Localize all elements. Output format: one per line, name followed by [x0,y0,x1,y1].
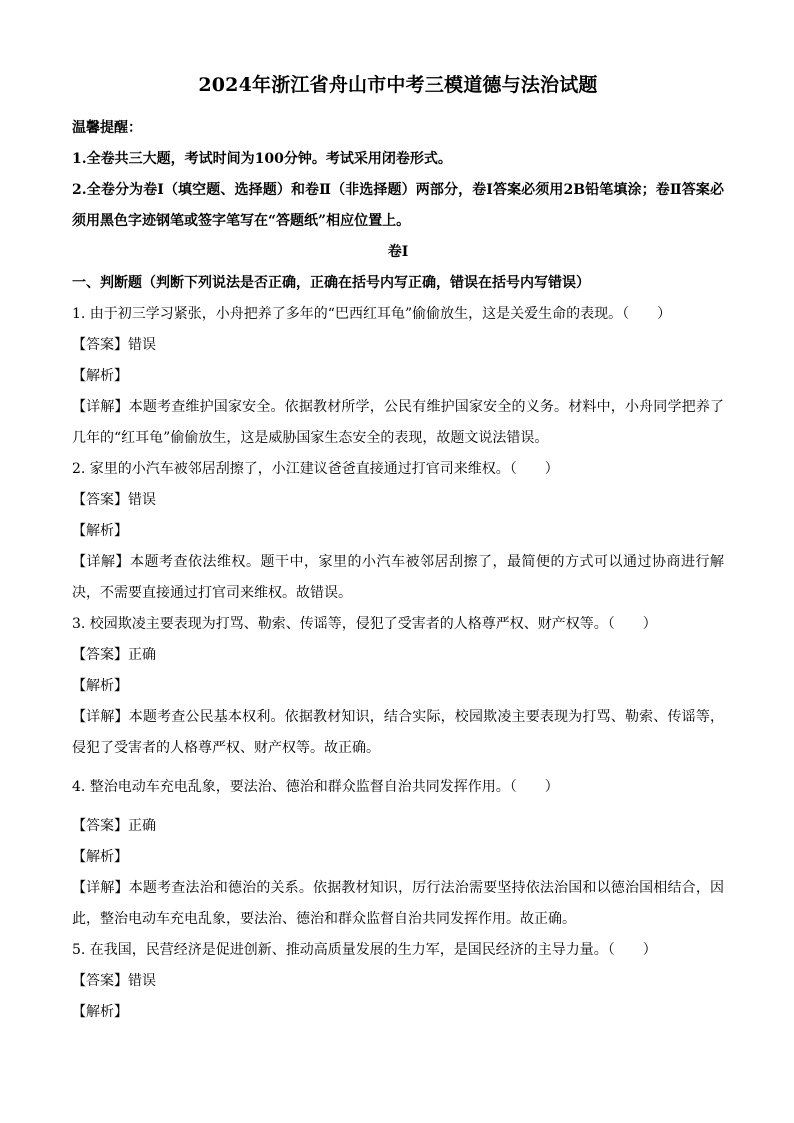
detail-label: 【详解】 [72,399,129,415]
answer-value: 错误 [128,492,156,508]
answer-line [72,811,724,842]
analysis-label: 【解析】 [72,523,128,539]
detail-text: 本题考查依法维权。题干中，家里的小汽车被邻居刮擦了，最简便的方式可以通过协商进行解决，不需要直接通过打官司来维权。故错误。 [72,554,724,601]
question-text: 1. 由于初三学习紧张，小舟把养了多年的“巴西红耳龟”偷偷放生，这是关爱生命的表现。（ ） [72,306,672,322]
answer-line [72,330,724,361]
detail-label: 【详解】 [72,554,130,570]
answer-label: 【答案】 [72,492,128,508]
detail-paragraph [72,547,724,609]
answer-value: 错误 [128,973,156,989]
answer-value: 错误 [128,337,156,353]
detail-label: 【详解】 [72,709,129,725]
page-title: 2024年浙江省舟山市中考三模道德与法治试题 [198,74,598,96]
question-text: 2. 家里的小汽车被邻居刮擦了，小江建议爸爸直接通过打官司来维权。（ ） [72,461,559,477]
answer-value: 正确 [128,818,156,834]
answer-label: 【答案】 [72,647,128,663]
question-text: 4. 整治电动车充电乱象，要法治、德治和群众监督自治共同发挥作用。（ ） [72,779,559,795]
reminder-item-2: 2.全卷分为卷Ⅰ（填空题、选择题）和卷Ⅱ（非选择题）两部分，卷Ⅰ答案必须用2B铅笔填涂；卷Ⅱ答案必须用黑色字迹钢笔或签字笔写在“答题纸”相应位置上。 [72,182,724,229]
question-text: 3. 校园欺凌主要表现为打骂、勒索、传谣等，侵犯了受害者的人格尊严权、财产权等。（ ） [72,616,657,632]
question-block [72,935,724,1028]
section-heading: 一、判断题（判断下列说法是否正确，正确在括号内写正确，错误在括号内写错误） [72,275,590,291]
detail-text: 本题考查法治和德治的关系。依据教材知识，厉行法治需要坚持依法治国和以德治国相结合，因此，整治电动车充电乱象，要法治、德治和群众监督自治共同发挥作用。故正确。 [72,880,725,927]
detail-label: 【详解】 [72,880,129,896]
detail-paragraph [72,392,724,454]
answer-label: 【答案】 [72,973,128,989]
reminder-heading: 温馨提醒： [72,120,142,136]
question-block [72,299,724,454]
answer-value: 正确 [128,647,156,663]
answer-label: 【答案】 [72,818,128,834]
answer-line [72,485,724,516]
detail-paragraph [72,702,724,764]
detail-text: 本题考查公民基本权利。依据教材知识，结合实际，校园欺凌主要表现为打骂、勒索、传谣等，侵犯了受害者的人格尊严权、财产权等。故正确。 [72,709,725,756]
answer-line [72,966,724,997]
detail-paragraph [72,873,724,935]
document-page [72,62,724,1028]
question-block [72,764,724,935]
question-block [72,609,724,764]
analysis-label: 【解析】 [72,368,128,384]
detail-text: 本题考查维护国家安全。依据教材所学，公民有维护国家安全的义务。材料中，小舟同学把养了几年的“红耳龟”偷偷放生，这是威胁国家生态安全的表现，故题文说法错误。 [72,399,725,446]
answer-label: 【答案】 [72,337,128,353]
volume-label: 卷Ⅰ [387,244,409,260]
reminder-item-1: 1.全卷共三大题，考试时间为100分钟。考试采用闭卷形式。 [72,151,452,167]
analysis-label: 【解析】 [72,849,128,865]
question-text: 5. 在我国，民营经济是促进创新、推动高质量发展的生力军，是国民经济的主导力量。（ ） [72,942,657,958]
analysis-label: 【解析】 [72,1004,128,1020]
answer-line [72,640,724,671]
question-block [72,454,724,609]
analysis-label: 【解析】 [72,678,128,694]
